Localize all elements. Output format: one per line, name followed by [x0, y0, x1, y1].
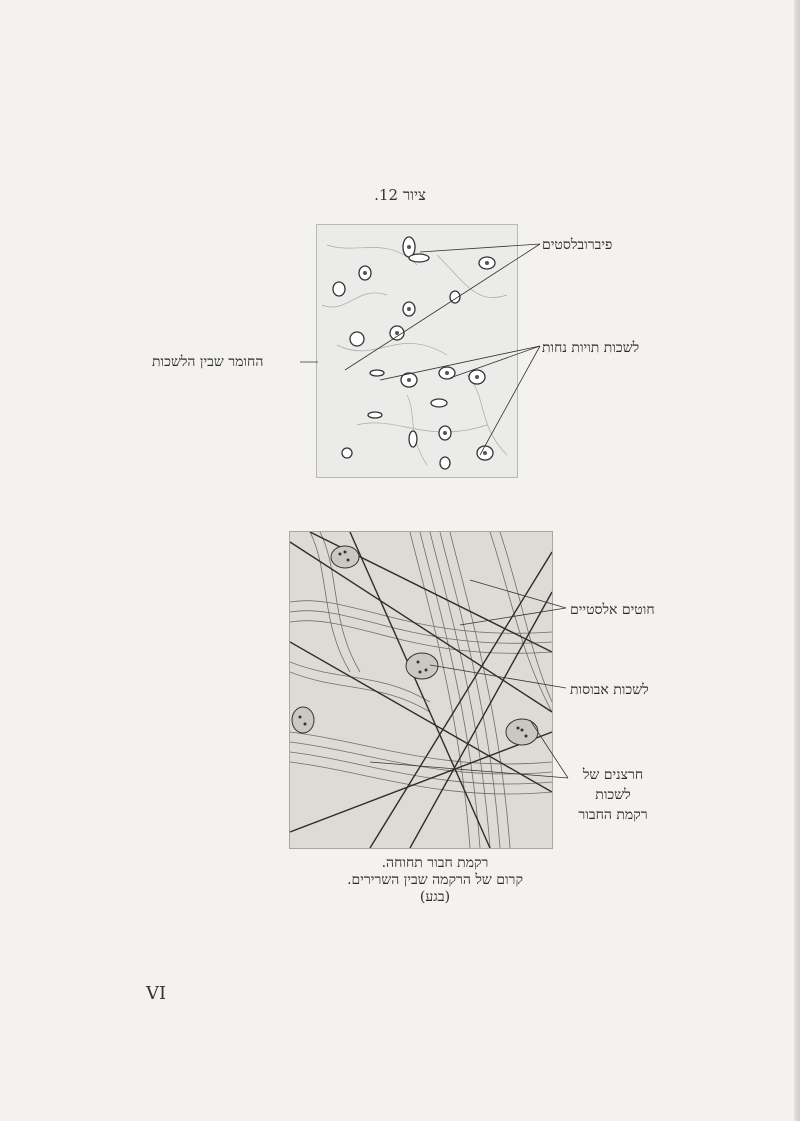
caption-line-2: קרום של הרקמה שבין השרירים. — [347, 872, 523, 888]
figure-title: ציור 12. — [374, 186, 426, 204]
label-nuclei-line1: חרצנים של לשכות — [582, 767, 644, 803]
label-nuclei — [572, 765, 654, 825]
caption-line-1: רקמת חבור תחוחה. — [381, 855, 489, 871]
label-young-cells: לשכות תויות נחות — [542, 340, 640, 356]
label-mature-cells: לשכות אבוסות — [570, 682, 649, 698]
label-elastic-fibers: חוטים אלסטיים — [570, 602, 655, 618]
page-number: VI — [146, 983, 167, 1004]
label-ground-substance: החומר שבין הלשכות — [152, 354, 264, 370]
label-nuclei-line2: רקמת החבור — [578, 807, 648, 823]
figure-caption — [300, 855, 570, 906]
caption-line-3: (בגע) — [419, 889, 451, 905]
label-fibroblasts: פיברובלסטים — [542, 237, 613, 253]
